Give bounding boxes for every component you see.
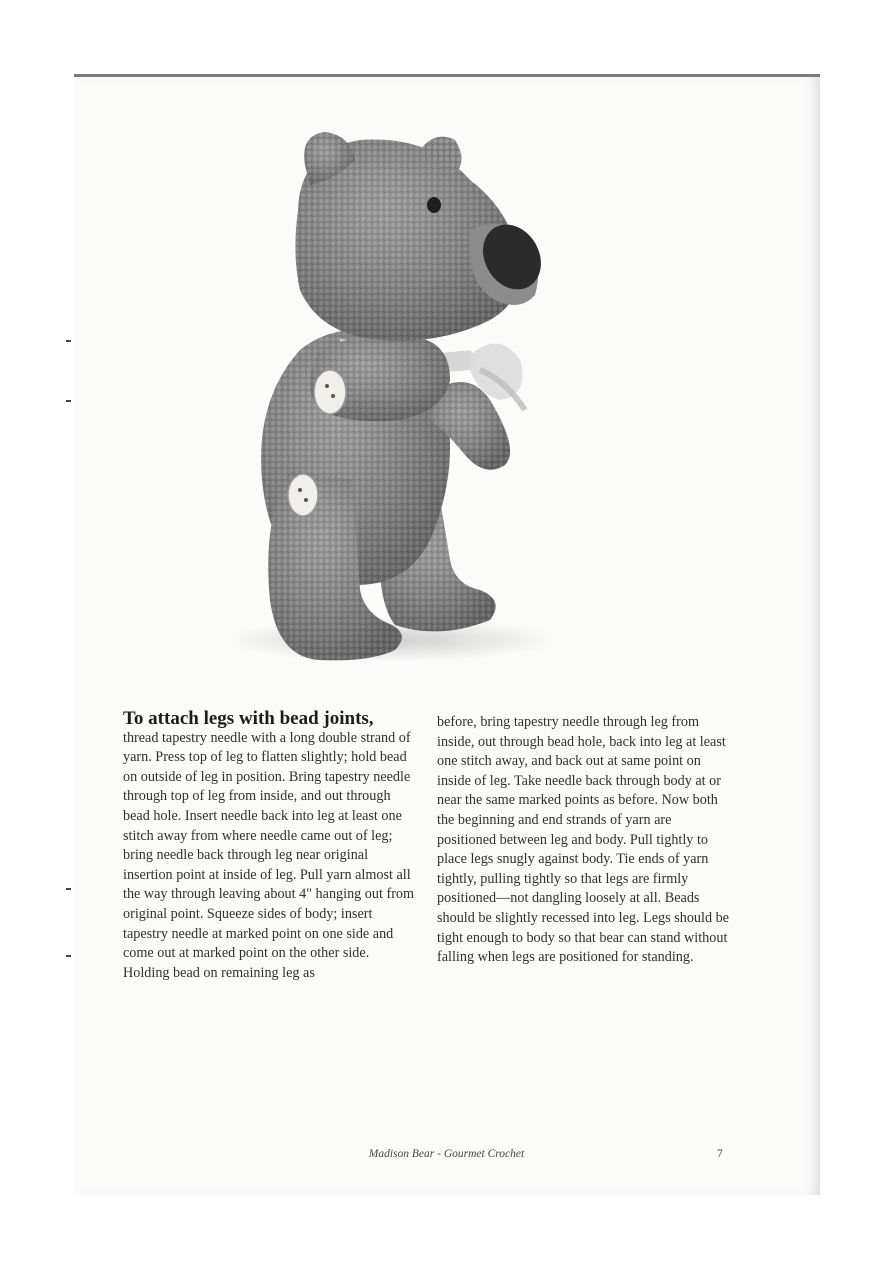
binding-mark	[66, 888, 71, 890]
footer-title: Madison Bear - Gourmet Crochet	[368, 1148, 525, 1160]
button-joint-leg	[288, 474, 318, 516]
paragraph-right: before, bring tapestry needle through leg from inside, out through bead hole, back into leg at least one stitch away, and back out at same point on inside of leg. Take needle back through body at or near the same marked points as before. Now both the beginning and end strands of yarn are positioned between leg and body. Pull tightly to place legs snugly against body. Tie ends of yarn tightly, pulling tightly so that legs are firmly positioned—not dangling loosely at all. Beads should be slightly recessed into leg. Legs should be tight enough to body so that bear can stand without falling when legs are positioned for standing.	[437, 714, 729, 966]
eye	[427, 197, 441, 213]
button-joint-arm	[314, 370, 346, 414]
page-number: 7	[717, 1148, 723, 1160]
section-heading: To attach legs with bead joints,	[123, 708, 374, 729]
text-column-right	[437, 713, 729, 968]
text-column-left	[123, 709, 415, 983]
binding-mark	[66, 955, 71, 957]
paragraph-left: thread tapestry needle with a long double strand of yarn. Press top of leg to flatten slightly; hold bead on outside of leg in position. Bring tapestry needle through top of leg from inside, and out through bead hole. Insert needle back into leg at least one stitch away from where needle came out of leg; bring needle back through leg near original insertion point at inside of leg. Pull yarn almost all the way through leaving about 4" hanging out from original point. Squeeze sides of body; insert tapestry needle at marked point on one side and come out at marked point on the other side. Holding bead on remaining leg as	[123, 729, 415, 981]
